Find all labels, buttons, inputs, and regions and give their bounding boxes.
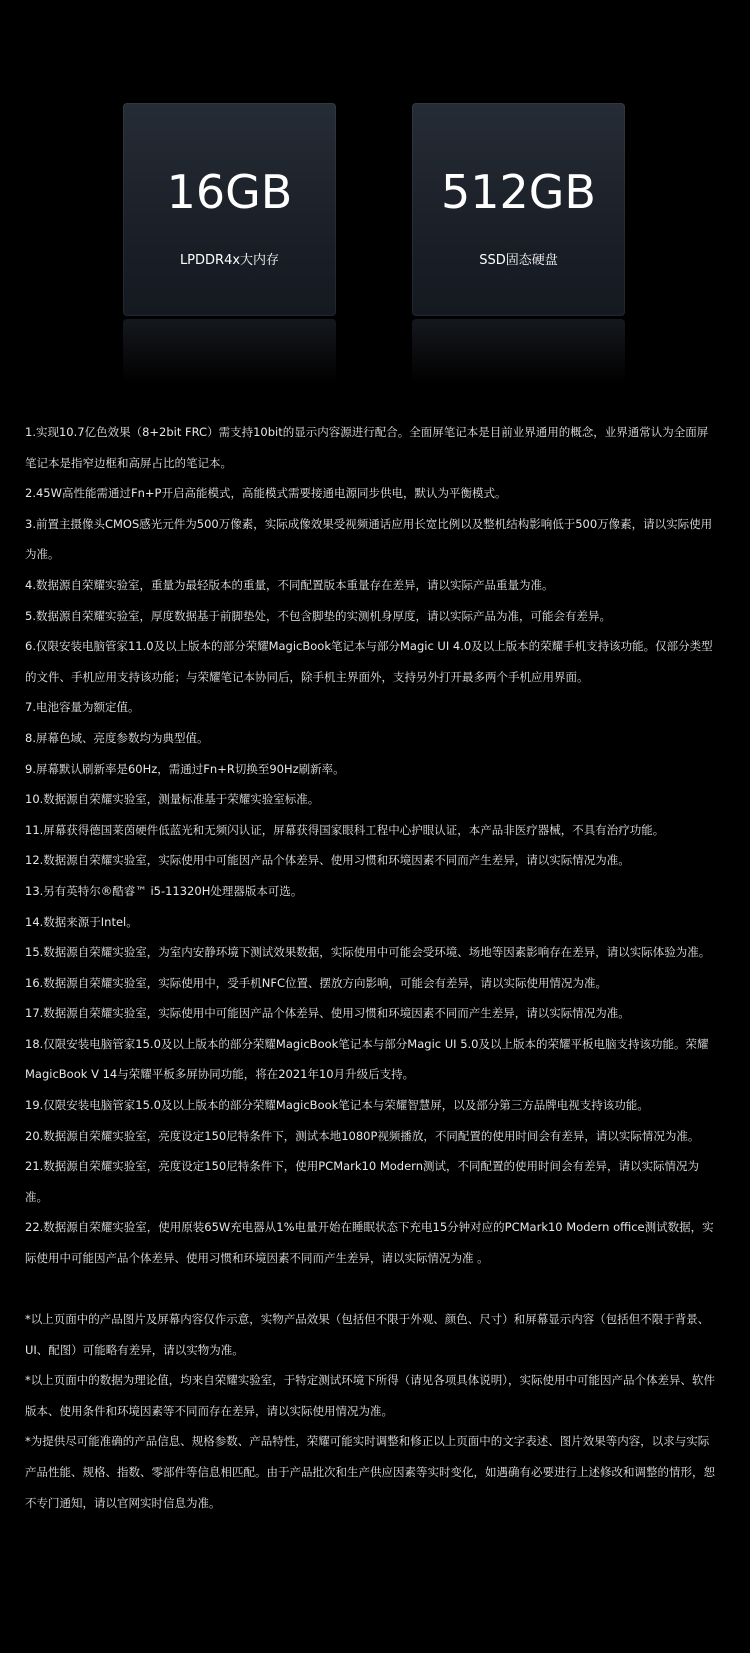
footnote: 10.数据源自荣耀实验室，测量标准基于荣耀实验室标准。 <box>25 792 320 807</box>
storage-card-reflection <box>412 319 625 384</box>
memory-capacity: 16GB <box>166 165 293 219</box>
memory-card-reflection <box>123 319 336 384</box>
footnote: 17.数据源自荣耀实验室，实际使用中可能因产品个体差异、使用习惯和环境因素不同而产生差异，请以实际情况为准。 <box>25 1006 630 1021</box>
footnote: 14.数据来源于Intel。 <box>25 914 138 929</box>
footnote: 11.屏幕获得德国莱茵硬件低蓝光和无频闪认证，屏幕获得国家眼科工程中心护眼认证，本产品非医疗器械，不具有治疗功能。 <box>25 822 665 837</box>
footnote: 4.数据源自荣耀实验室，重量为最轻版本的重量，不同配置版本重量存在差异，请以实际产品重量为准。 <box>25 577 554 592</box>
storage-capacity: 512GB <box>440 165 596 219</box>
footnote: 12.数据源自荣耀实验室，实际使用中可能因产品个体差异、使用习惯和环境因素不同而产生差异，请以实际情况为准。 <box>25 853 630 868</box>
footnote: 1.实现10.7亿色效果（8+2bit FRC）需支持10bit的显示内容源进行配合。全面屏笔记本是目前业界通用的概念，业界通常认为全面屏笔记本是指窄边框和高屏占比的笔记本。 <box>25 425 709 470</box>
footnote: 2.45W高性能需通过Fn+P开启高能模式，高能模式需要接通电源同步供电，默认为平衡模式。 <box>25 486 507 501</box>
footnote: 7.电池容量为额定值。 <box>25 700 140 715</box>
memory-type-label: LPDDR4x大内存 <box>179 253 280 268</box>
footnote: 8.屏幕色域、亮度参数均为典型值。 <box>25 730 209 745</box>
footnote: 20.数据源自荣耀实验室，亮度设定150尼特条件下，测试本地1080P视频播放，不同配置的使用时间会有差异，请以实际情况为准。 <box>25 1128 700 1143</box>
footnote: 5.数据源自荣耀实验室，厚度数据基于前脚垫处，不包含脚垫的实测机身厚度，请以实际产品为准，可能会有差异。 <box>25 608 611 623</box>
disclaimer: *以上页面中的产品图片及屏幕内容仅作示意，实物产品效果（包括但不限于外观、颜色、尺寸）和屏幕显示内容（包括但不限于背景、UI、配图）可能略有差异，请以实物为准。 <box>25 1312 710 1357</box>
spec-cards <box>0 103 750 403</box>
footnote: 9.屏幕默认刷新率是60Hz，需通过Fn+R切换至90Hz刷新率。 <box>25 761 345 776</box>
memory-spec-card <box>123 103 336 316</box>
disclaimer: *以上页面中的数据为理论值，均来自荣耀实验室，于特定测试环境下所得（请见各项具体说明），实际使用中可能因产品个体差异、软件版本、使用条件和环境因素等不同而存在差异，请以实际使用情况为准。 <box>25 1373 715 1418</box>
footnote: 19.仅限安装电脑管家15.0及以上版本的部分荣耀MagicBook笔记本与荣耀智慧屏，以及部分第三方品牌电视支持该功能。 <box>25 1098 649 1113</box>
footnotes-list <box>25 417 715 1274</box>
disclaimers-list <box>25 1304 715 1518</box>
storage-type-label: SSD固态硬盘 <box>479 253 558 268</box>
disclaimer: *为提供尽可能准确的产品信息、规格参数、产品特性，荣耀可能实时调整和修正以上页面中的文字表述、图片效果等内容，以求与实际产品性能、规格、指数、零部件等信息相匹配。由于产品批次和生产供应因素等实时变化，如遇确有必要进行上述修改和调整的情形，恕不专门通知，请以官网实时信息为准。 <box>25 1434 715 1510</box>
footnote: 18.仅限安装电脑管家15.0及以上版本的部分荣耀MagicBook笔记本与部分Magic UI 5.0及以上版本的荣耀平板电脑支持该功能。荣耀MagicBook V 14与荣耀平板多屏协同功能，将在2021年10月升级后支持。 <box>25 1036 709 1082</box>
storage-spec-card <box>412 103 625 316</box>
footnote: 21.数据源自荣耀实验室，亮度设定150尼特条件下，使用PCMark10 Modern测试，不同配置的使用时间会有差异，请以实际情况为准。 <box>25 1159 699 1204</box>
footnote: 3.前置主摄像头CMOS感光元件为500万像素，实际成像效果受视频通话应用长宽比例以及整机结构影响低于500万像素，请以实际使用为准。 <box>25 516 713 562</box>
footnote: 6.仅限安装电脑管家11.0及以上版本的部分荣耀MagicBook笔记本与部分Magic UI 4.0及以上版本的荣耀手机支持该功能。仅部分类型的文件、手机应用支持该功能；与荣耀笔记本协同后，除手机主界面外，支持另外打开最多两个手机应用界面。 <box>25 639 713 684</box>
footnote: 15.数据源自荣耀实验室，为室内安静环境下测试效果数据，实际使用中可能会受环境、场地等因素影响存在差异，请以实际体验为准。 <box>25 945 711 960</box>
footnote: 22.数据源自荣耀实验室，使用原装65W充电器从1%电量开始在睡眠状态下充电15分钟对应的PCMark10 Modern office测试数据，实际使用中可能因产品个体差异、使用习惯和环境因素不同而产生差异，请以实际情况为准 。 <box>25 1220 714 1266</box>
footnote: 16.数据源自荣耀实验室，实际使用中，受手机NFC位置、摆放方向影响，可能会有差异，请以实际使用情况为准。 <box>25 975 608 990</box>
footnote: 13.另有英特尔®酷睿™ i5-11320H处理器版本可选。 <box>25 883 303 898</box>
